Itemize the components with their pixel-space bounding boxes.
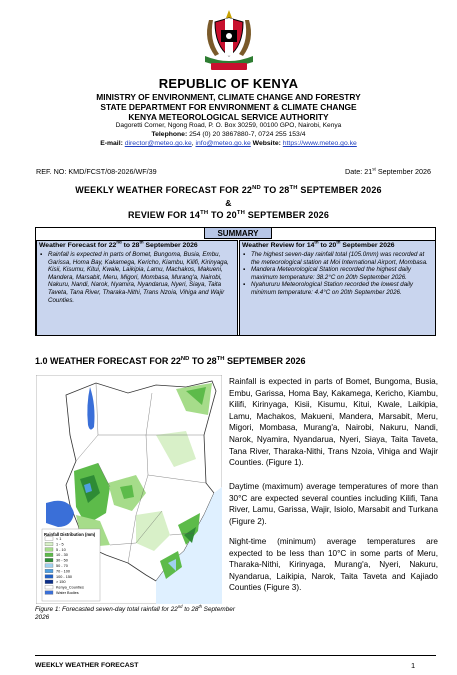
review-summary-item: ▪ The highest seven-day rainfall total (105.0mm) was recorded at the meteorological station at Moi International Airport, Mombasa. (243, 251, 432, 266)
title-ampersand: & (225, 198, 232, 208)
telephone-number: 254 (0) 20 3867880-7, 0724 255 153/4 (189, 131, 306, 138)
legend-swatch (45, 564, 53, 568)
legend-label: 10 - 30 (56, 553, 68, 558)
legend-label: 70 - 100 (56, 569, 70, 574)
legend-swatch (45, 548, 53, 552)
rainfall-map (36, 375, 222, 604)
legend-label: Kenya_Counties (56, 585, 84, 590)
ministry-name: MINISTRY OF ENVIRONMENT, CLIMATE CHANGE AND FORESTRY (96, 92, 361, 102)
authority-name: KENYA METEOROLOGICAL SERVICE AUTHORITY (128, 112, 329, 122)
map-legend (42, 529, 100, 601)
state-department-name: STATE DEPARTMENT FOR ENVIRONMENT & CLIMATE CHANGE (100, 102, 357, 112)
summary-heading: SUMMARY (204, 227, 272, 239)
review-summary-item: ▪ Mandera Meteorological Station recorded the highest daily maximum temperature: 38.2°C on 20th September 2026. (243, 266, 432, 281)
legend-swatch (45, 558, 53, 562)
legend-label: < 1 (56, 537, 62, 541)
legend-label: 5 - 10 (56, 547, 66, 552)
review-summary-item: ▪ Nyahururu Meteorological Station recorded the lowest daily minimum temperature: 4.4°C on 20th September 2026. (243, 281, 432, 296)
email-label: E-mail: (100, 140, 123, 147)
coat-of-arms-logo (199, 6, 259, 72)
legend-label: 1 - 5 (56, 542, 64, 547)
rainfall-paragraph: Rainfall is expected in parts of Bomet, Bungoma, Busia, Embu, Garissa, Homa Bay, Kakamega, Kericho, Kiambu, Kilifi, Kirinyaga, Kisii, Kisumu, Kitui, Kwale, Laikipia, Lamu, Machakos, Makueni, Mandera, Marsabit, Meru, Migori, Mombasa, Murang'a, Nairobi, Nakuru, Nandi, Narok, Nyamira, Nyandarua, Nyeri, Siaya, Taita Taveta, Tana River, Tharaka-Nithi, Trans Nzoia, Vihiga and Wajir Counties. (Figure 1). (229, 377, 438, 468)
contact-line: E-mail: director@meteo.go.ke, info@meteo.go.ke Website: https://www.meteo.go.ke (100, 140, 357, 147)
forecast-title: WEEKLY WEATHER FORECAST FOR 22ND TO 28TH SEPTEMBER 2026 (75, 185, 382, 195)
figure-1-caption: Figure 1: Forecasted seven-day total rainfall for 22nd to 28th September 2026 (35, 603, 235, 621)
review-summary-title: Weather Review for 14th to 20th September 2026 (242, 239, 395, 249)
legend-swatch (45, 553, 53, 557)
legend-label: 100 - 150 (56, 574, 73, 579)
footer-title: WEEKLY WEATHER FORECAST (35, 662, 139, 669)
forecast-summary-item: ▪ Rainfall is expected in parts of Bomet, Bungoma, Busia, Embu, Garissa, Homa Bay, Kakamega, Kericho, Kiambu, Kilifi, Kirinyaga, Kisii, Kisumu, Kitui, Kwale, Laikipia, Lamu, Machakos, Makueni, Mandera, Marsabit, Meru, Migori, Mombasa, Murang'a, Nairobi, Nakuru, Nandi, Narok, Nyamira, Nyandarua, Nyeri, Siaya, Taita Taveta, Tana River, Tharaka-Nithi, Trans Nzoia, Vihiga and Wajir Counties. (40, 251, 234, 304)
section-heading: 1.0 WEATHER FORECAST FOR 22ND TO 28TH SEPTEMBER 2026 (35, 356, 306, 366)
max-temperature-paragraph: Daytime (maximum) average temperatures of more than 30°C are expected several counties including Kilifi, Tana River, Lamu, Garissa, Wajir, Isiolo, Marsabit and Turkana (Figure 2). (229, 482, 438, 526)
review-title: REVIEW FOR 14TH TO 20TH SEPTEMBER 2026 (127, 210, 330, 220)
legend-label: Water Bodies (56, 591, 79, 595)
document-date (345, 167, 431, 176)
date-suffix: st (372, 166, 376, 172)
legend-swatch (45, 591, 53, 595)
legend-label: > 150 (56, 580, 66, 585)
summary-box (35, 227, 436, 336)
email-link-director[interactable]: director@meteo.go.ke (124, 140, 192, 147)
email-link-info[interactable]: info@meteo.go.ke (195, 140, 251, 147)
footer-rule (35, 655, 436, 656)
date-label: Date: (345, 167, 363, 176)
review-summary-column (239, 240, 436, 336)
review-summary-list (240, 250, 435, 297)
date-rest: September 2026 (377, 167, 431, 176)
legend-swatch (45, 542, 53, 546)
forecast-summary-list (37, 250, 237, 304)
republic-title: REPUBLIC OF KENYA (158, 76, 299, 91)
telephone-label: Telephone: (151, 131, 188, 138)
legend-swatch (45, 575, 53, 579)
legend-swatch (45, 537, 53, 541)
legend-swatch (45, 585, 53, 589)
postal-address: Dagoretti Corner, Ngong Road, P. O. Box 30259, 00100 GPO, Nairobi, Kenya (115, 122, 342, 129)
ref-label: REF. NO: (36, 167, 67, 176)
page-number: 1 (411, 661, 416, 670)
website-link[interactable]: https://www.meteo.go.ke (282, 140, 357, 147)
legend-swatch (45, 580, 53, 584)
forecast-summary-column (36, 240, 238, 336)
date-day: 21 (364, 167, 373, 176)
legend-swatch (45, 569, 53, 573)
reference-number (36, 167, 157, 176)
telephone-line (0, 131, 457, 138)
website-label: Website: (252, 140, 281, 147)
min-temperature-paragraph: Night-time (minimum) average temperatures are expected to be less than 10°C in some parts of Meru, Tharaka-Nithi, Kirinyaga, Murang'a, Nyeri, Nakuru, Nyandarua, Laikipia, Narok, Taita Taveta and Kajiado Counties (Figure 3). (229, 537, 438, 593)
legend-label: 30 - 50 (56, 558, 68, 563)
legend-label: 50 - 70 (56, 564, 68, 568)
forecast-summary-title: Weather Forecast for 22nd to 28th September 2026 (39, 239, 198, 249)
ref-value: KMD/FCST/08-2026/WF/39 (68, 167, 157, 176)
legend-title: Rainfall Distribution (mm) (44, 532, 96, 537)
